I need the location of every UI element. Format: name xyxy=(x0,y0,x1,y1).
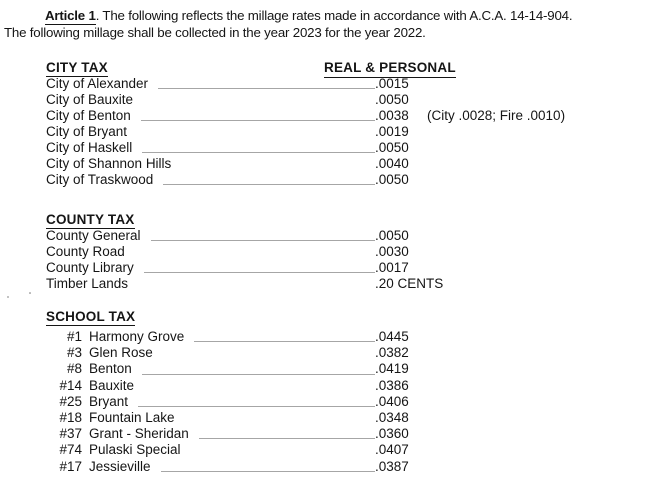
tax-entity-label: Bauxite xyxy=(89,377,135,393)
tax-rate-value: .0030 xyxy=(375,244,409,259)
city-tax-header-row xyxy=(46,60,653,76)
leader-line xyxy=(142,374,375,375)
leader-line xyxy=(163,184,375,185)
tax-entity-label: Glen Rose xyxy=(89,345,153,361)
leader-line xyxy=(142,152,375,153)
leader-line xyxy=(138,406,375,407)
tax-row xyxy=(46,276,653,292)
district-number: #37 xyxy=(59,426,82,442)
tax-entity-label: City of Bauxite xyxy=(46,92,134,107)
tax-entity-label: Pulaski Special xyxy=(89,442,181,458)
tax-row xyxy=(46,394,653,410)
real-and-personal-column-header: REAL & PERSONAL xyxy=(324,60,456,78)
tax-entity-label: City of Shannon Hills xyxy=(46,156,172,171)
tax-rate-value: .0050 xyxy=(375,92,409,107)
tax-entity-label: Jessieville xyxy=(89,458,151,474)
school-tax-title: SCHOOL TAX xyxy=(46,309,136,324)
leader-line xyxy=(144,272,375,273)
county-tax-title: COUNTY TAX xyxy=(46,212,135,227)
tax-rate-note: (City .0028; Fire .0010) xyxy=(427,108,566,123)
leader-line xyxy=(199,438,375,439)
tax-entity-label: City of Haskell xyxy=(46,140,133,155)
tax-row xyxy=(46,410,653,426)
tax-entity-label: County Road xyxy=(46,244,125,259)
tax-rate-value: .0407 xyxy=(375,442,409,458)
tax-rate-value: .0038 xyxy=(375,108,409,123)
tax-rate-value: .0019 xyxy=(375,124,409,139)
tax-rate-value: .0419 xyxy=(375,361,409,377)
tax-row xyxy=(46,361,653,377)
tax-entity-label: City of Bryant xyxy=(46,124,128,139)
district-number: #14 xyxy=(59,377,82,393)
scan-artifact-dot xyxy=(7,296,9,298)
tax-row xyxy=(46,172,653,188)
tax-row xyxy=(46,329,653,345)
tax-rate-value: .0348 xyxy=(375,409,409,425)
tax-entity-label: Timber Lands xyxy=(46,276,129,291)
tax-rate-value: .0386 xyxy=(375,377,409,393)
tax-rate-value: .0382 xyxy=(375,345,409,361)
tax-rate-value: .0445 xyxy=(375,329,409,344)
district-number: #18 xyxy=(59,409,82,425)
tax-rate-value: .0040 xyxy=(375,156,409,171)
intro-paragraph xyxy=(0,0,653,41)
tax-entity-label: County Library xyxy=(46,260,134,275)
tax-rate-value: .0015 xyxy=(375,76,409,91)
tax-rate-value: .0406 xyxy=(375,393,409,409)
tax-row xyxy=(46,92,653,108)
tax-row xyxy=(46,459,653,475)
tax-rate-value: .0017 xyxy=(375,260,409,275)
tax-row xyxy=(46,228,653,244)
tax-entity-label: Fountain Lake xyxy=(89,409,175,425)
tax-row xyxy=(46,260,653,276)
leader-line xyxy=(141,120,375,121)
county-tax-section xyxy=(46,212,653,292)
school-tax-header-row xyxy=(46,309,653,325)
tax-entity-label: Harmony Grove xyxy=(89,329,185,344)
tax-entity-label: City of Alexander xyxy=(46,76,149,91)
tax-rate-value: .20 CENTS xyxy=(375,276,444,291)
tax-row xyxy=(46,426,653,442)
city-tax-rows xyxy=(46,76,653,188)
leader-line xyxy=(161,471,375,472)
district-number: #8 xyxy=(66,361,82,377)
tax-row xyxy=(46,124,653,140)
district-number: #25 xyxy=(59,393,82,409)
city-tax-title: CITY TAX xyxy=(46,60,108,75)
tax-row xyxy=(46,76,653,92)
tax-row xyxy=(46,244,653,260)
tax-rate-value: .0360 xyxy=(375,426,409,442)
school-tax-section xyxy=(46,309,653,475)
tax-rate-value: .0387 xyxy=(375,458,409,474)
tax-entity-label: City of Traskwood xyxy=(46,172,154,187)
tax-row xyxy=(46,108,653,124)
tax-rate-value: .0050 xyxy=(375,228,409,243)
leader-line xyxy=(194,341,375,342)
district-number: #1 xyxy=(66,329,82,344)
tax-row xyxy=(46,140,653,156)
district-number: #17 xyxy=(59,458,82,474)
intro-line-1 xyxy=(4,7,653,24)
district-number: #3 xyxy=(66,345,82,361)
tax-entity-label: Benton xyxy=(89,361,132,377)
tax-row xyxy=(46,156,653,172)
intro-line-1-text: . The following reflects the millage rates made in accordance with A.C.A. 14-14-904. xyxy=(95,8,573,23)
school-tax-rows xyxy=(46,329,653,475)
tax-entity-label: County General xyxy=(46,228,141,243)
tax-entity-label: Bryant xyxy=(89,393,129,409)
article-heading: Article 1 xyxy=(45,8,96,23)
tax-row xyxy=(46,442,653,458)
tax-row xyxy=(46,378,653,394)
tax-rate-value: .0050 xyxy=(375,172,409,187)
county-tax-rows xyxy=(46,228,653,292)
tax-entity-label: Grant - Sheridan xyxy=(89,426,189,442)
city-tax-section xyxy=(46,60,653,188)
county-tax-header-row xyxy=(46,212,653,228)
leader-line xyxy=(151,240,375,241)
intro-line-2: The following millage shall be collected in the year 2023 for the year 2022. xyxy=(4,25,426,40)
tax-entity-label: City of Benton xyxy=(46,108,131,123)
scan-artifact-dot xyxy=(29,292,31,294)
district-number: #74 xyxy=(59,442,82,458)
leader-line xyxy=(158,88,375,89)
tax-row xyxy=(46,345,653,361)
tax-rate-value: .0050 xyxy=(375,140,409,155)
